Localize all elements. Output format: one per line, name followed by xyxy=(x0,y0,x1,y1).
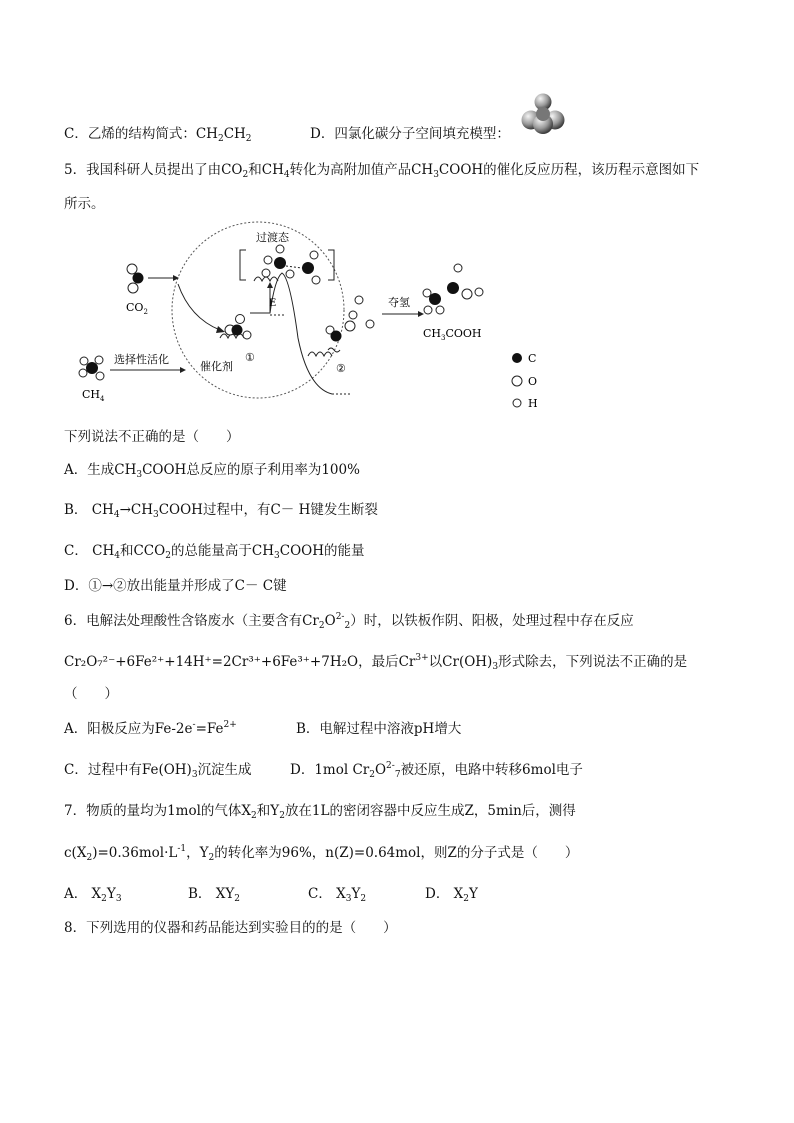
q6-equation: Cr₂O₇²⁻+6Fe²⁺+14H⁺=2Cr³⁺+6Fe³⁺+7H₂O xyxy=(64,654,359,670)
q5-option-b: B． $CH_4\to CH_3COOH$过程中，有C－ H键发生断裂 xyxy=(64,502,378,520)
legend-o: O xyxy=(528,375,538,388)
ccl4-space-filling-model xyxy=(520,93,566,137)
q6-stem-line1: 6．电解法处理酸性含铬废水（主要含有$Cr_2O^{2-}_2$）时，以铁板作阴、阳极，处理过程中存在反应 xyxy=(64,612,634,631)
q4-option-c: C．乙烯的结构简式：$CH_2CH_2$ xyxy=(64,126,252,144)
q6-option-d: D．1mol $Cr_2O^{2-}_7$被还原，电路中转移6mol电子 xyxy=(290,761,583,780)
reaction-mechanism-diagram xyxy=(70,218,570,423)
q6-option-b: B．电解过程中溶液pH增大 xyxy=(296,721,462,737)
ch4-label: $CH_4$ xyxy=(82,388,105,403)
q7-option-b: B． $XY_2$ xyxy=(188,886,240,904)
legend-h: H xyxy=(528,397,538,410)
q6-option-a: A．阳极反应为$Fe-2e^-=Fe^{2+}$ xyxy=(64,720,237,737)
q5-stem-line1: 5．我国科研人员提出了由$CO_2$和$CH_4$转化为高附加值产品$CH_3COOH$的催化反应历程，该历程示意图如下 xyxy=(64,162,700,180)
ch4-molecule xyxy=(79,356,104,380)
q5-option-a: A．生成$CH_3COOH$总反应的原子利用率为100% xyxy=(64,462,360,480)
step1-label: ① xyxy=(245,351,255,364)
q7-option-d: D． $X_2Y$ xyxy=(425,886,478,904)
legend-c: C xyxy=(528,352,537,365)
q7-stem-line1: 7．物质的量均为1mol的气体$X_2$和$Y_2$放在1L的密闭容器中反应生成Z，5min后，测得 xyxy=(64,803,576,821)
step2-label: ② xyxy=(336,362,346,375)
dehydrogenation-label: 夺氢 xyxy=(388,296,410,309)
acetic-acid-molecule xyxy=(423,264,483,314)
q8-stem: 8．下列选用的仪器和药品能达到实验目的的是（ ） xyxy=(64,920,397,936)
q4-option-d: D．四氯化碳分子空间填充模型： xyxy=(310,126,510,142)
product-label: $CH_3COOH$ xyxy=(423,327,482,342)
selective-activation-label: 选择性活化 xyxy=(114,353,169,366)
q5-stem-line2: 所示。 xyxy=(64,196,105,212)
q6-equation-line: Cr₂O₇²⁻+6Fe²⁺+14H⁺=2Cr³⁺+6Fe³⁺+7H₂O，最后$Cr^{3+}$以$Cr(OH)_3$形式除去，下列说法不正确的是 xyxy=(64,653,688,672)
transition-state-label: 过渡态 xyxy=(256,231,289,244)
q6-option-c: C．过程中有$Fe(OH)_3$沉淀生成 xyxy=(64,762,252,780)
q6-answer-paren: （ ） xyxy=(64,686,118,702)
catalyst-label: 催化剂 xyxy=(200,360,233,373)
q5-option-c: C． $CH_4$和$CCO_2$的总能量高于$CH_3COOH$的能量 xyxy=(64,543,365,561)
co2-molecule xyxy=(127,264,144,293)
energy-label: E xyxy=(269,298,277,309)
co2-label: $CO_2$ xyxy=(126,301,148,316)
q7-option-a: A． $X_2Y_3$ xyxy=(64,886,122,904)
q7-option-c: C． $X_3Y_2$ xyxy=(308,886,367,904)
q5-question: 下列说法不正确的是（ ） xyxy=(64,429,240,445)
q7-stem-line2: $c(X_2)=0.36mol\cdot L^{-1}$，$Y_2$的转化率为96%，n(Z)=0.64mol，则Z的分子式是（ ） xyxy=(64,844,579,863)
q5-option-d: D．①→②放出能量并形成了C－ C键 xyxy=(64,578,287,594)
